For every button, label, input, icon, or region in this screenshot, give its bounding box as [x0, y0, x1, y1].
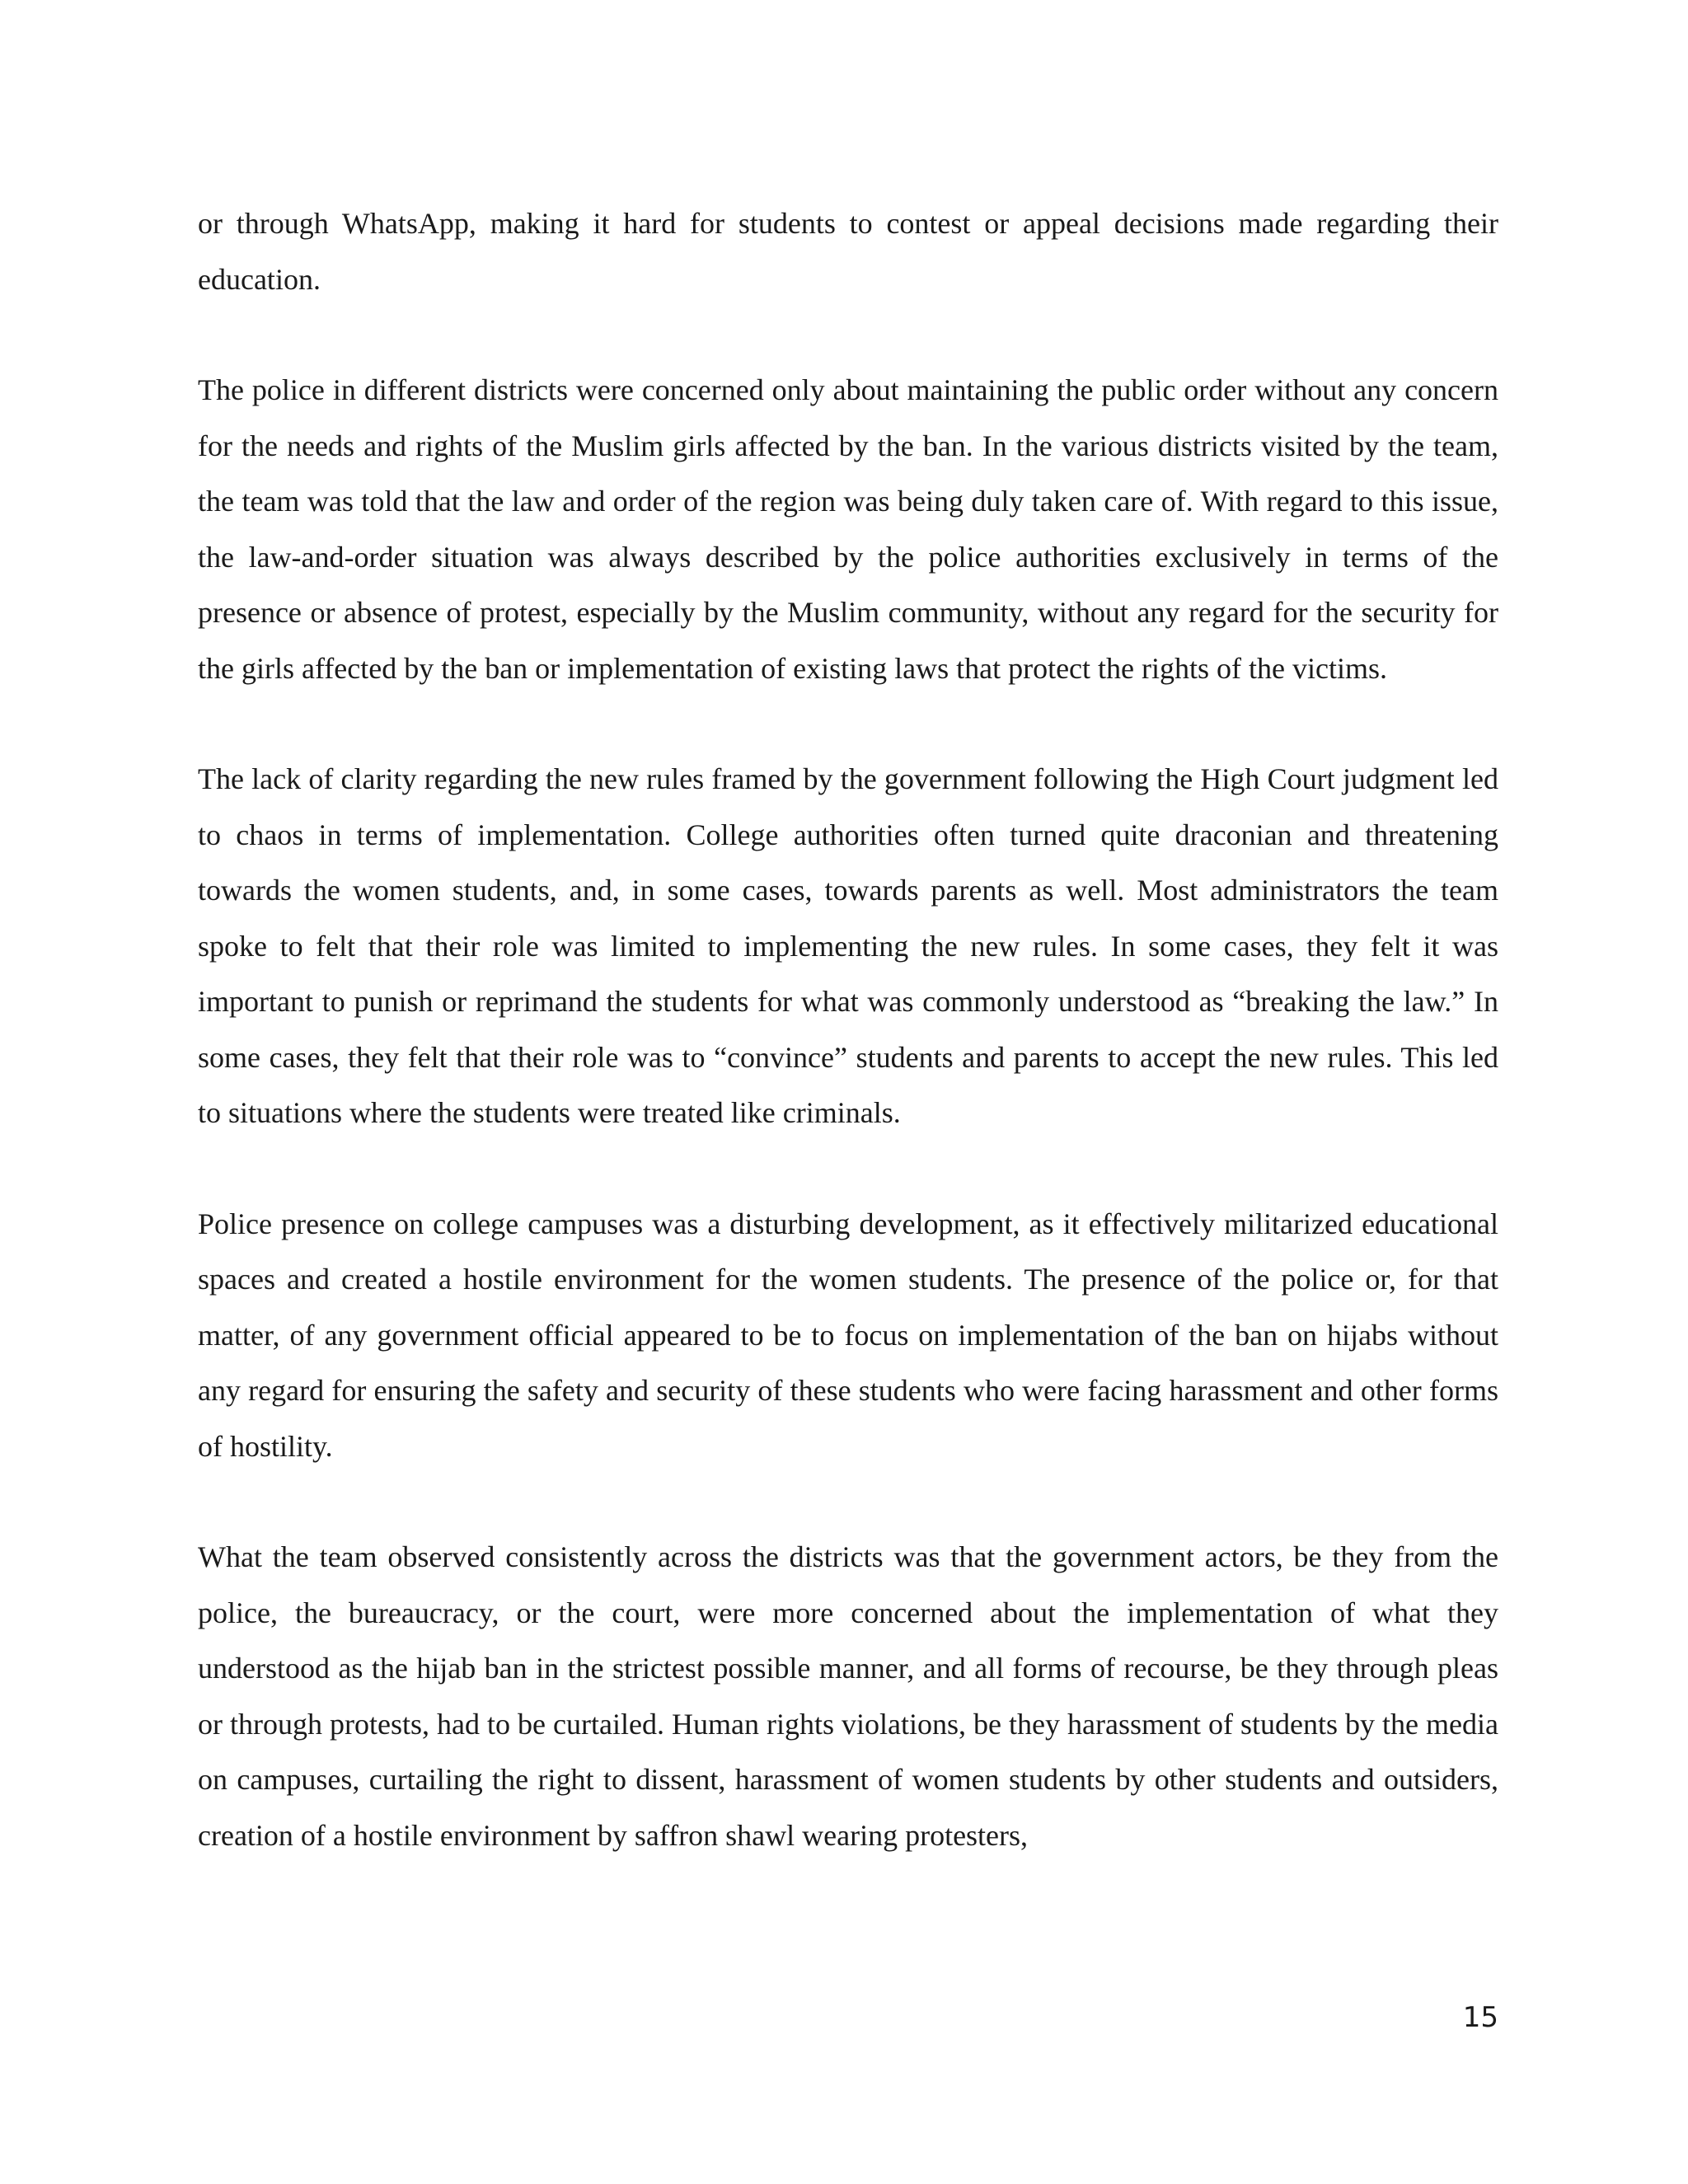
paragraph-continuation: or through WhatsApp, making it hard for students to contest or appeal decisions made regarding their education. [198, 207, 1498, 296]
paragraph-team-observed: What the team observed consistently across the districts was that the government actors, be they from the police, the bureaucracy, or the court, were more concerned about the implementation of what they understood as the hijab ban in the strictest possible manner, and all forms of recourse, be they through pleas or through protests, had to be curtailed. Human rights violations, be they harassment of students by the media on campuses, curtailing the right to dissent, harassment of women students by other students and outsiders, creation of a hostile environment by saffron shawl wearing protesters, [198, 1540, 1498, 1852]
paragraph-police-districts: The police in different districts were concerned only about maintaining the public order without any concern for the needs and rights of the Muslim girls affected by the ban. In the various districts visited by the team, the team was told that the law and order of the region was being duly taken care of. With regard to this issue, the law-and-order situation was always described by the police authorities exclusively in terms of the presence or absence of protest, especially by the Muslim community, without any regard for the security for the girls affected by the ban or implementation of existing laws that protect the rights of the victims. [198, 373, 1498, 685]
paragraph-lack-of-clarity: The lack of clarity regarding the new rules framed by the government following the High Court judgment led to chaos in terms of implementation. College authorities often turned quite draconian and threatening towards the women students, and, in some cases, towards parents as well. Most administrators the team spoke to felt that their role was limited to implementing the new rules. In some cases, they felt it was important to punish or reprimand the students for what was commonly understood as “breaking the law.” In some cases, they felt that their role was to “convince” students and parents to accept the new rules. This led to situations where the students were treated like criminals. [198, 762, 1498, 1129]
body-text [198, 196, 1498, 1919]
page-number: 15 [1462, 2001, 1498, 2034]
paragraph-police-presence: Police presence on college campuses was a disturbing development, as it effectively militarized educational spaces and created a hostile environment for the women students. The presence of the police or, for that matter, of any government official appeared to be to focus on implementation of the ban on hijabs without any regard for ensuring the safety and security of these students who were facing harassment and other forms of hostility. [198, 1207, 1498, 1463]
